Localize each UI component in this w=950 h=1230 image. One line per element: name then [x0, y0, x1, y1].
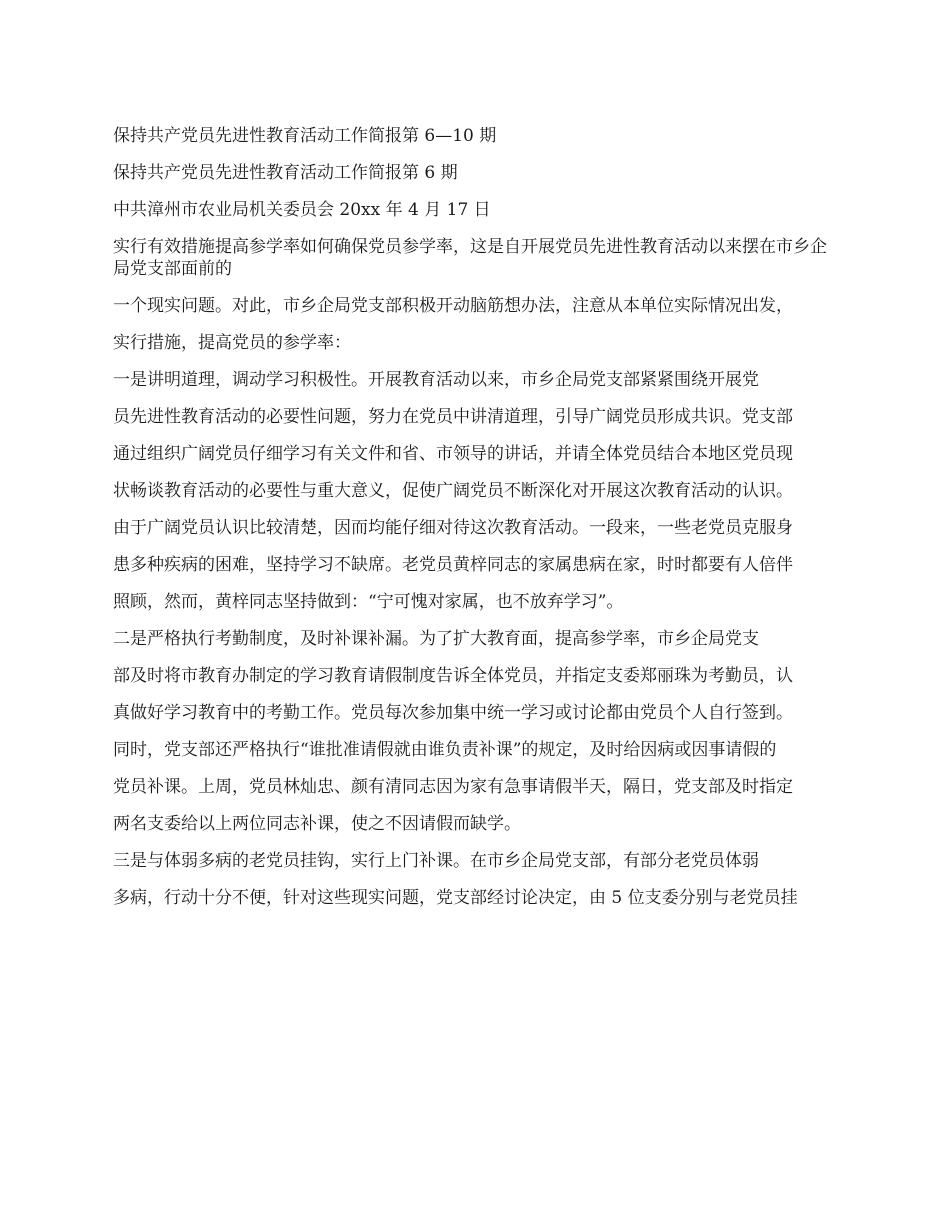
paragraph: 三是与体弱多病的老党员挂钩，实行上门补课。在市乡企局党支部，有部分老党员体弱 [113, 851, 759, 871]
paragraph: 一是讲明道理，调动学习积极性。开展教育活动以来，市乡企局党支部紧紧围绕开展党 [113, 370, 759, 390]
paragraph: 照顾，然而，黄梓同志坚持做到：“宁可愧对家属，也不放弃学习”。 [113, 592, 624, 612]
document-page [113, 125, 843, 924]
paragraph: 状畅谈教育活动的必要性与重大意义，促使广阔党员不断深化对开展这次教育活动的认识。 [113, 481, 793, 501]
paragraph: 两名支委给以上两位同志补课，使之不因请假而缺学。 [113, 814, 521, 834]
paragraph: 通过组织广阔党员仔细学习有关文件和省、市领导的讲话，并请全体党员结合本地区党员现 [113, 444, 793, 464]
paragraph: 一个现实问题。对此，市乡企局党支部积极开动脑筋想办法，注意从本单位实际情况出发， [113, 296, 793, 316]
document-title: 保持共产党员先进性教育活动工作简报第 6—10 期 [113, 126, 497, 146]
document-issuer-date: 中共漳州市农业局机关委员会 20xx 年 4 月 17 日 [113, 200, 491, 220]
paragraph: 二是严格执行考勤制度，及时补课补漏。为了扩大教育面，提高参学率，市乡企局党支 [113, 629, 759, 649]
paragraph: 同时，党支部还严格执行“谁批准请假就由谁负责补课”的规定，及时给因病或因事请假的 [113, 740, 777, 760]
paragraph: 实行有效措施提高参学率如何确保党员参学率，这是自开展党员先进性教育活动以来摆在市乡企局党支部面前的 [113, 237, 827, 279]
paragraph: 真做好学习教育中的考勤工作。党员每次参加集中统一学习或讨论都由党员个人自行签到。 [113, 703, 793, 723]
paragraph: 实行措施，提高党员的参学率： [113, 333, 351, 353]
paragraph: 由于广阔党员认识比较清楚，因而均能仔细对待这次教育活动。一段来，一些老党员克服身 [113, 518, 793, 538]
paragraph: 员先进性教育活动的必要性问题，努力在党员中讲清道理，引导广阔党员形成共识。党支部 [113, 407, 793, 427]
paragraph: 患多种疾病的困难，坚持学习不缺席。老党员黄梓同志的家属患病在家，时时都要有人倍伴 [113, 555, 793, 575]
paragraph: 党员补课。上周，党员林灿忠、颜有清同志因为家有急事请假半天，隔日，党支部及时指定 [113, 777, 793, 797]
document-subtitle: 保持共产党员先进性教育活动工作简报第 6 期 [113, 163, 458, 183]
paragraph: 部及时将市教育办制定的学习教育请假制度告诉全体党员，并指定支委郑丽珠为考勤员，认 [113, 666, 793, 686]
paragraph: 多病，行动十分不便，针对这些现实问题，党支部经讨论决定，由 5 位支委分别与老党员挂 [113, 888, 798, 908]
